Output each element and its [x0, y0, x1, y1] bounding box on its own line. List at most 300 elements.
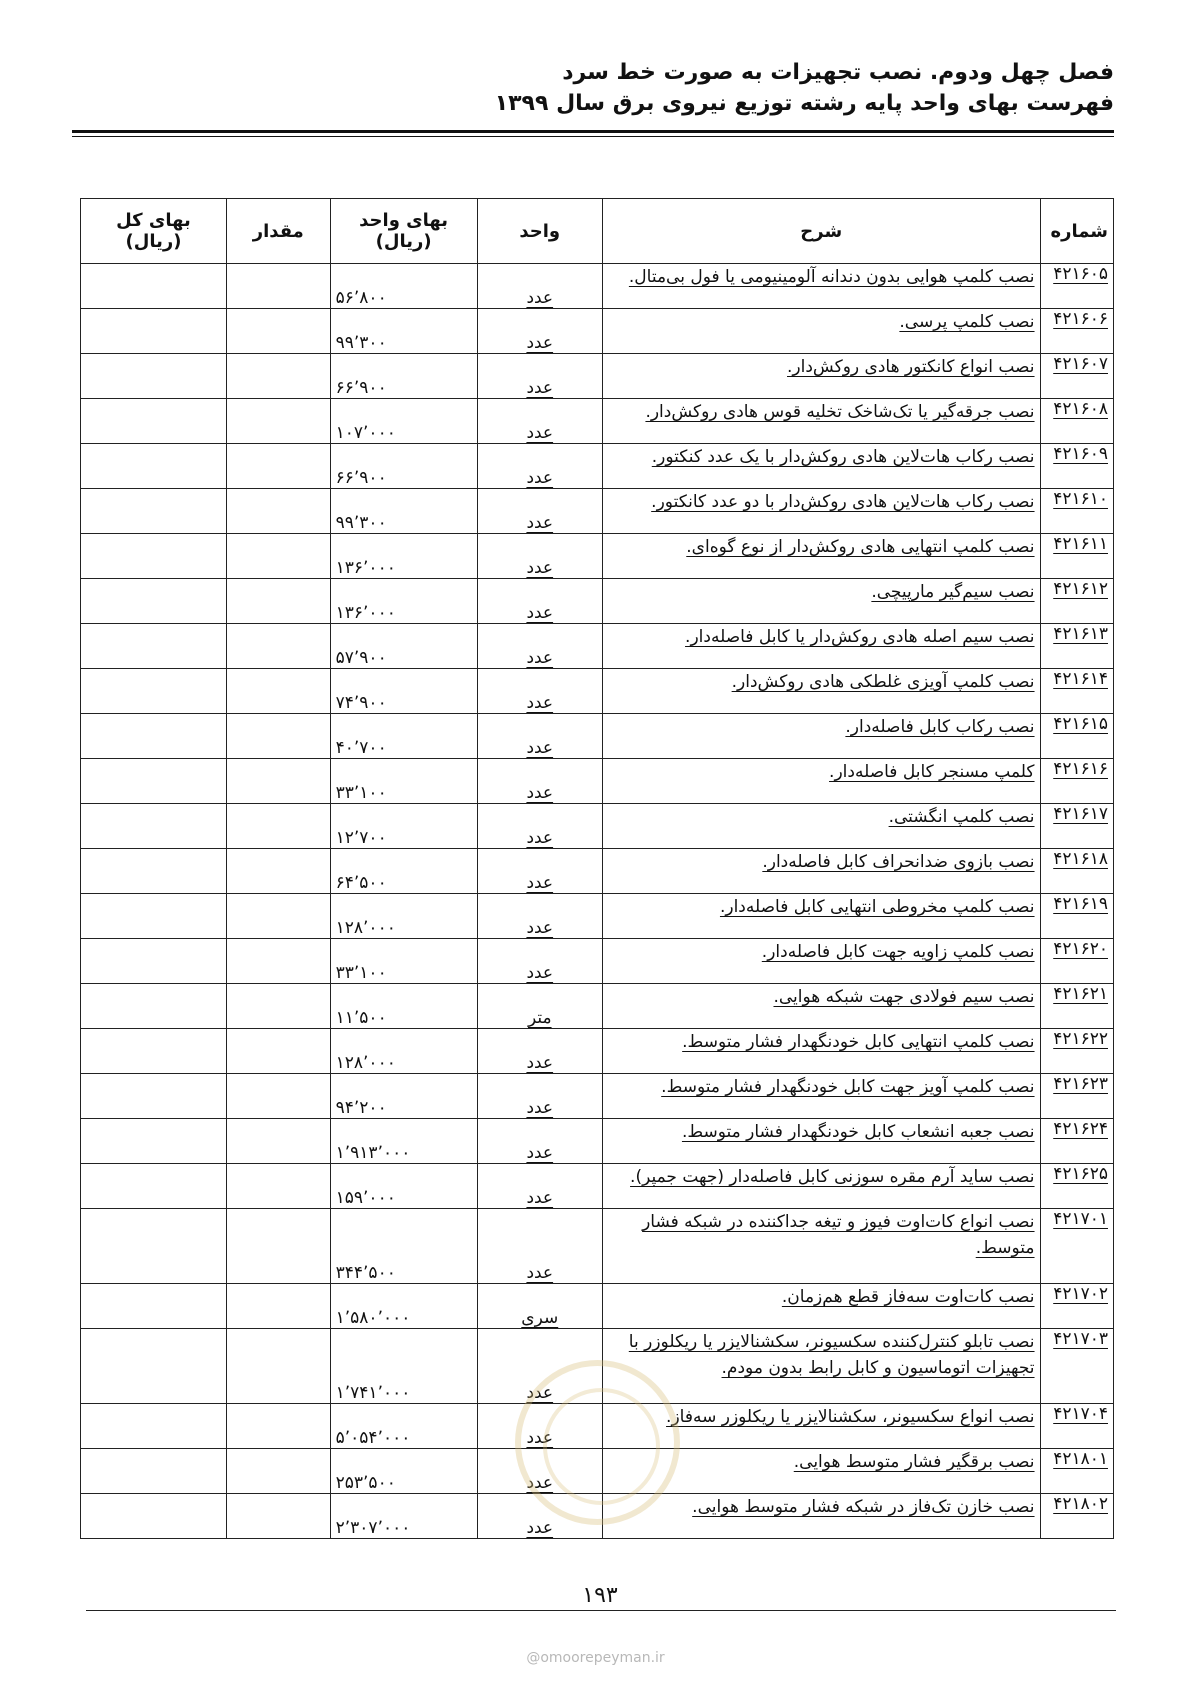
item-code — [1040, 534, 1113, 579]
item-unit-price — [330, 1494, 477, 1539]
item-quantity — [226, 579, 330, 624]
item-quantity — [226, 669, 330, 714]
item-description-text: نصب کلمپ انتهایی کابل خودنگهدار فشار متوسط. — [682, 1032, 1035, 1052]
item-quantity — [226, 759, 330, 804]
item-unit-price — [330, 1074, 477, 1119]
item-unit — [477, 1164, 602, 1209]
table-row — [81, 444, 1114, 489]
header-code: شماره — [1040, 199, 1113, 264]
seal-watermark — [515, 1360, 680, 1525]
item-code-text: ۴۲۱۸۰۱ — [1053, 1449, 1108, 1469]
item-code — [1040, 624, 1113, 669]
item-code — [1040, 1494, 1113, 1539]
item-description — [602, 309, 1040, 354]
item-total-price — [81, 939, 227, 984]
item-description-text: نصب کلمپ مخروطی انتهایی کابل فاصله‌دار. — [719, 897, 1035, 917]
item-unit-text: عدد — [526, 333, 554, 353]
item-unit-price — [330, 1029, 477, 1074]
item-quantity — [226, 399, 330, 444]
item-total-price — [81, 1209, 227, 1284]
item-total-price — [81, 894, 227, 939]
item-unit-price-text: ۶۴٬۵۰۰ — [335, 873, 387, 893]
table-row — [81, 579, 1114, 624]
item-unit-price — [330, 309, 477, 354]
item-code — [1040, 399, 1113, 444]
item-unit-text: عدد — [526, 693, 554, 713]
item-description — [602, 1029, 1040, 1074]
item-code — [1040, 804, 1113, 849]
item-unit-price — [330, 714, 477, 759]
header-unit-price: بهای واحد (ریال) — [330, 199, 477, 264]
item-unit-price-text: ۹۹٬۳۰۰ — [335, 333, 387, 353]
table-row — [81, 1284, 1114, 1329]
item-quantity — [226, 1404, 330, 1449]
item-description-text: نصب ساید آرم مقره سوزنی کابل فاصله‌دار (جهت جمپر). — [630, 1167, 1035, 1187]
item-code-text: ۴۲۱۶۱۲ — [1053, 579, 1108, 599]
item-unit-text: عدد — [526, 1263, 554, 1283]
table-row — [81, 804, 1114, 849]
item-quantity — [226, 354, 330, 399]
item-description-text: نصب رکاب هات‌لاین هادی روکش‌دار با یک عدد کنکتور. — [651, 447, 1035, 467]
item-total-price — [81, 1449, 227, 1494]
item-description — [602, 264, 1040, 309]
item-description — [602, 444, 1040, 489]
item-description — [602, 534, 1040, 579]
item-unit-text: عدد — [526, 558, 554, 578]
table-row — [81, 759, 1114, 804]
item-description — [602, 894, 1040, 939]
item-description — [602, 624, 1040, 669]
item-unit — [477, 399, 602, 444]
item-quantity — [226, 489, 330, 534]
table-row — [81, 714, 1114, 759]
item-code-text: ۴۲۱۶۰۶ — [1053, 309, 1108, 329]
item-unit-text: عدد — [526, 603, 554, 623]
item-description-text: نصب خازن تک‌فاز در شبکه فشار متوسط هوایی. — [692, 1497, 1035, 1517]
item-unit-text: عدد — [526, 1143, 554, 1163]
item-unit-price — [330, 624, 477, 669]
item-quantity — [226, 1329, 330, 1404]
item-unit — [477, 579, 602, 624]
item-code-text: ۴۲۱۷۰۱ — [1053, 1209, 1108, 1229]
item-description-text: نصب کلمپ آویزی غلطکی هادی روکش‌دار. — [731, 672, 1035, 692]
item-unit-price-text: ۱۲۸٬۰۰۰ — [335, 1053, 396, 1073]
item-total-price — [81, 264, 227, 309]
item-unit-price — [330, 939, 477, 984]
item-quantity — [226, 1494, 330, 1539]
item-code-text: ۴۲۱۶۱۵ — [1053, 714, 1108, 734]
item-unit-price-text: ۹۴٬۲۰۰ — [335, 1098, 387, 1118]
item-unit — [477, 534, 602, 579]
item-unit-text: عدد — [526, 963, 554, 983]
item-unit — [477, 1074, 602, 1119]
item-description-text: نصب جرقه‌گیر یا تک‌شاخک تخلیه قوس هادی روکش‌دار. — [645, 402, 1035, 422]
item-code-text: ۴۲۱۶۲۴ — [1053, 1119, 1108, 1139]
table-row — [81, 534, 1114, 579]
table-row — [81, 1209, 1114, 1284]
item-unit-price — [330, 1329, 477, 1404]
item-description-text: کلمپ مسنجر کابل فاصله‌دار. — [829, 762, 1035, 782]
item-unit — [477, 624, 602, 669]
item-code-text: ۴۲۱۷۰۲ — [1053, 1284, 1108, 1304]
price-list-table — [80, 198, 1114, 1539]
page-header — [72, 58, 1114, 120]
item-code-text: ۴۲۱۶۱۴ — [1053, 669, 1108, 689]
item-description-text: نصب جعبه انشعاب کابل خودنگهدار فشار متوسط. — [681, 1122, 1035, 1142]
item-description — [602, 354, 1040, 399]
item-description — [602, 1329, 1040, 1404]
item-quantity — [226, 1164, 330, 1209]
item-description — [602, 579, 1040, 624]
item-unit — [477, 489, 602, 534]
item-code — [1040, 579, 1113, 624]
item-quantity — [226, 1284, 330, 1329]
item-unit-price-text: ۵۶٬۸۰۰ — [335, 288, 387, 308]
watermark-url: @omoorepeyman.ir — [526, 1650, 665, 1666]
price-list-title: فهرست بهای واحد پایه رشته توزیع نیروی برق سال ۱۳۹۹ — [494, 91, 1114, 116]
item-description-text: نصب رکاب کابل فاصله‌دار. — [845, 717, 1035, 737]
item-unit — [477, 1209, 602, 1284]
header-rule-thin — [72, 136, 1114, 137]
item-total-price — [81, 624, 227, 669]
item-unit — [477, 354, 602, 399]
item-unit-text: عدد — [526, 783, 554, 803]
header-total-price: بهای کل (ریال) — [81, 199, 227, 264]
table-row — [81, 309, 1114, 354]
item-code-text: ۴۲۱۶۰۸ — [1053, 399, 1108, 419]
item-total-price — [81, 759, 227, 804]
item-unit-text: عدد — [526, 1053, 554, 1073]
item-unit-price-text: ۳۳٬۱۰۰ — [335, 963, 387, 983]
item-description — [602, 1284, 1040, 1329]
item-code — [1040, 1119, 1113, 1164]
item-unit-price — [330, 1284, 477, 1329]
item-unit-price — [330, 984, 477, 1029]
item-total-price — [81, 1329, 227, 1404]
item-description-text: نصب کلمپ زاویه جهت کابل فاصله‌دار. — [761, 942, 1035, 962]
table-row — [81, 849, 1114, 894]
item-description-text: نصب سیم فولادی جهت شبکه هوایی. — [773, 987, 1035, 1007]
item-total-price — [81, 1284, 227, 1329]
item-description-text: نصب سیم‌گیر مارپیچی. — [871, 582, 1035, 602]
item-total-price — [81, 1404, 227, 1449]
item-unit-text: عدد — [526, 1518, 554, 1538]
table-row — [81, 489, 1114, 534]
item-description-text: نصب کلمپ آویز جهت کابل خودنگهدار فشار متوسط. — [661, 1077, 1035, 1097]
item-code-text: ۴۲۱۶۰۹ — [1053, 444, 1108, 464]
item-unit-price — [330, 489, 477, 534]
item-description — [602, 1494, 1040, 1539]
item-total-price — [81, 309, 227, 354]
header-rule-thick — [72, 130, 1114, 133]
item-code — [1040, 1329, 1113, 1404]
item-description-text: نصب انواع کانکتور هادی روکش‌دار. — [787, 357, 1035, 377]
item-code — [1040, 1449, 1113, 1494]
item-unit-price-text: ۱۵۹٬۰۰۰ — [335, 1188, 396, 1208]
header-unit: واحد — [477, 199, 602, 264]
item-description-text: نصب کلمپ انتهایی هادی روکش‌دار از نوع گوه‌ای. — [686, 537, 1035, 557]
header-description: شرح — [602, 199, 1040, 264]
item-unit-text: عدد — [526, 1473, 554, 1493]
item-quantity — [226, 1209, 330, 1284]
item-code-text: ۴۲۱۶۱۰ — [1053, 489, 1108, 509]
item-code-text: ۴۲۱۶۰۷ — [1053, 354, 1108, 374]
item-unit-price — [330, 759, 477, 804]
item-quantity — [226, 1029, 330, 1074]
item-unit-price — [330, 1449, 477, 1494]
item-code — [1040, 714, 1113, 759]
item-unit — [477, 669, 602, 714]
item-unit-price-text: ۷۴٬۹۰۰ — [335, 693, 387, 713]
item-quantity — [226, 1119, 330, 1164]
item-code-text: ۴۲۱۸۰۲ — [1053, 1494, 1108, 1514]
footer-rule — [86, 1610, 1116, 1611]
item-unit-text: عدد — [526, 1428, 554, 1448]
item-unit — [477, 714, 602, 759]
item-code — [1040, 894, 1113, 939]
item-unit-text: عدد — [526, 468, 554, 488]
item-code-text: ۴۲۱۶۲۰ — [1053, 939, 1108, 959]
item-description — [602, 984, 1040, 1029]
item-description — [602, 1119, 1040, 1164]
item-quantity — [226, 939, 330, 984]
item-total-price — [81, 1029, 227, 1074]
item-code — [1040, 759, 1113, 804]
item-unit — [477, 894, 602, 939]
item-unit-price-text: ۹۹٬۳۰۰ — [335, 513, 387, 533]
table-row — [81, 1164, 1114, 1209]
item-quantity — [226, 624, 330, 669]
item-unit-text: عدد — [526, 873, 554, 893]
item-unit-price-text: ۳۴۴٬۵۰۰ — [335, 1263, 396, 1283]
item-total-price — [81, 1119, 227, 1164]
item-unit-text: عدد — [526, 378, 554, 398]
item-description — [602, 714, 1040, 759]
chapter-title: فصل چهل ودوم. نصب تجهیزات به صورت خط سرد — [562, 60, 1114, 85]
item-code — [1040, 309, 1113, 354]
item-quantity — [226, 804, 330, 849]
item-code-text: ۴۲۱۶۱۷ — [1053, 804, 1108, 824]
item-unit-price-text: ۵٬۰۵۴٬۰۰۰ — [335, 1428, 411, 1448]
item-unit-price — [330, 534, 477, 579]
item-total-price — [81, 804, 227, 849]
item-code — [1040, 264, 1113, 309]
item-unit-price-text: ۱۳۶٬۰۰۰ — [335, 558, 396, 578]
header-quantity: مقدار — [226, 199, 330, 264]
item-code — [1040, 444, 1113, 489]
item-description-text: نصب کلمپ پرسی. — [899, 312, 1035, 332]
item-code-text: ۴۲۱۶۲۳ — [1053, 1074, 1108, 1094]
table-header-row — [81, 199, 1114, 264]
item-code — [1040, 1074, 1113, 1119]
item-unit-price-text: ۲۵۳٬۵۰۰ — [335, 1473, 396, 1493]
item-unit-price — [330, 804, 477, 849]
item-total-price — [81, 489, 227, 534]
item-code-text: ۴۲۱۶۱۹ — [1053, 894, 1108, 914]
item-total-price — [81, 399, 227, 444]
item-quantity — [226, 534, 330, 579]
item-description — [602, 804, 1040, 849]
item-unit — [477, 1119, 602, 1164]
item-description — [602, 399, 1040, 444]
item-unit-price-text: ۱۲٬۷۰۰ — [335, 828, 387, 848]
item-code-text: ۴۲۱۶۲۱ — [1053, 984, 1108, 1004]
table-row — [81, 939, 1114, 984]
item-unit-text: سری — [521, 1308, 559, 1328]
table-row — [81, 624, 1114, 669]
item-code-text: ۴۲۱۶۰۵ — [1053, 264, 1108, 284]
item-total-price — [81, 669, 227, 714]
item-unit-text: عدد — [526, 1098, 554, 1118]
table-body — [81, 264, 1114, 1539]
item-unit-text: عدد — [526, 288, 554, 308]
item-description — [602, 849, 1040, 894]
item-unit-text: عدد — [526, 423, 554, 443]
item-description-text: نصب رکاب هات‌لاین هادی روکش‌دار با دو عدد کانکتور. — [651, 492, 1035, 512]
item-code-text: ۴۲۱۶۲۵ — [1053, 1164, 1108, 1184]
item-total-price — [81, 579, 227, 624]
item-code — [1040, 489, 1113, 534]
item-unit — [477, 1029, 602, 1074]
item-code — [1040, 669, 1113, 714]
item-description-text: نصب کلمپ هوایی بدون دندانه آلومینیومی یا فول بی‌متال. — [628, 267, 1035, 287]
item-description-text: نصب انواع سکسیونر، سکشنالایزر یا ریکلوزر سه‌فاز. — [666, 1407, 1035, 1427]
item-code-text: ۴۲۱۷۰۴ — [1053, 1404, 1108, 1424]
item-code — [1040, 1404, 1113, 1449]
item-total-price — [81, 714, 227, 759]
item-total-price — [81, 534, 227, 579]
item-description-text: نصب بازوی ضدانحراف کابل فاصله‌دار. — [762, 852, 1035, 872]
item-unit — [477, 984, 602, 1029]
table-row — [81, 1119, 1114, 1164]
item-code-text: ۴۲۱۶۱۱ — [1053, 534, 1108, 554]
item-unit-price — [330, 1119, 477, 1164]
item-unit-price-text: ۱٬۵۸۰٬۰۰۰ — [335, 1308, 411, 1328]
page-number: ۱۹۳ — [582, 1583, 618, 1608]
item-quantity — [226, 894, 330, 939]
item-unit-price-text: ۳۳٬۱۰۰ — [335, 783, 387, 803]
item-description-text: نصب سیم اصله هادی روکش‌دار یا کابل فاصله‌دار. — [685, 627, 1035, 647]
item-quantity — [226, 984, 330, 1029]
item-quantity — [226, 309, 330, 354]
item-total-price — [81, 984, 227, 1029]
table-row — [81, 354, 1114, 399]
item-unit-text: عدد — [526, 1188, 554, 1208]
item-unit-price — [330, 669, 477, 714]
item-unit — [477, 444, 602, 489]
item-description-text: نصب انواع کات‌اوت فیوز و تیغه جداکننده در شبکه فشار متوسط. — [642, 1212, 1035, 1258]
item-unit-price-text: ۱۲۸٬۰۰۰ — [335, 918, 396, 938]
item-description-text: نصب تابلو کنترل‌کننده سکسیونر، سکشنالایزر یا ریکلوزر با تجهیزات اتوماسیون و کابل رابط بدون مودم. — [628, 1332, 1035, 1378]
item-unit-price-text: ۴۰٬۷۰۰ — [335, 738, 387, 758]
item-code — [1040, 849, 1113, 894]
item-unit-text: عدد — [526, 738, 554, 758]
item-unit-price — [330, 1209, 477, 1284]
item-total-price — [81, 1494, 227, 1539]
item-description-text: نصب کلمپ انگشتی. — [888, 807, 1035, 827]
item-code-text: ۴۲۱۶۱۸ — [1053, 849, 1108, 869]
item-code — [1040, 984, 1113, 1029]
item-code-text: ۴۲۱۷۰۳ — [1053, 1329, 1108, 1349]
item-unit-price-text: ۱۳۶٬۰۰۰ — [335, 603, 396, 623]
item-code-text: ۴۲۱۶۱۳ — [1053, 624, 1108, 644]
item-description — [602, 1074, 1040, 1119]
item-description — [602, 939, 1040, 984]
item-unit-price — [330, 444, 477, 489]
item-unit — [477, 804, 602, 849]
item-unit-text: عدد — [526, 1383, 554, 1403]
item-unit-text: عدد — [526, 513, 554, 533]
item-unit-price-text: ۱۱٬۵۰۰ — [335, 1008, 387, 1028]
item-quantity — [226, 1074, 330, 1119]
item-unit — [477, 264, 602, 309]
item-unit-price — [330, 354, 477, 399]
item-unit-price-text: ۶۶٬۹۰۰ — [335, 468, 387, 488]
item-unit-price — [330, 579, 477, 624]
item-code — [1040, 1209, 1113, 1284]
table-row — [81, 894, 1114, 939]
item-unit-price — [330, 1164, 477, 1209]
item-description — [602, 489, 1040, 534]
item-unit — [477, 759, 602, 804]
item-unit-price — [330, 894, 477, 939]
item-total-price — [81, 1164, 227, 1209]
table-row — [81, 669, 1114, 714]
item-code — [1040, 1029, 1113, 1074]
item-description — [602, 669, 1040, 714]
item-quantity — [226, 849, 330, 894]
item-unit-price — [330, 264, 477, 309]
item-unit-text: متر — [527, 1008, 552, 1028]
table-row — [81, 1029, 1114, 1074]
table-row — [81, 264, 1114, 309]
table-row — [81, 984, 1114, 1029]
item-quantity — [226, 714, 330, 759]
table-row — [81, 399, 1114, 444]
item-quantity — [226, 1449, 330, 1494]
item-unit-price — [330, 849, 477, 894]
item-quantity — [226, 264, 330, 309]
item-unit-price-text: ۶۶٬۹۰۰ — [335, 378, 387, 398]
item-unit — [477, 849, 602, 894]
item-unit-price-text: ۱٬۷۴۱٬۰۰۰ — [335, 1383, 411, 1403]
item-total-price — [81, 1074, 227, 1119]
table-row — [81, 1074, 1114, 1119]
item-unit-price-text: ۱٬۹۱۳٬۰۰۰ — [335, 1143, 411, 1163]
item-unit — [477, 309, 602, 354]
item-total-price — [81, 354, 227, 399]
item-unit-price — [330, 399, 477, 444]
item-quantity — [226, 444, 330, 489]
item-code — [1040, 939, 1113, 984]
item-code-text: ۴۲۱۶۲۲ — [1053, 1029, 1108, 1049]
item-unit-price-text: ۱۰۷٬۰۰۰ — [335, 423, 396, 443]
item-total-price — [81, 444, 227, 489]
item-unit-text: عدد — [526, 828, 554, 848]
item-description-text: نصب کات‌اوت سه‌فاز قطع هم‌زمان. — [781, 1287, 1035, 1307]
item-description-text: نصب برقگیر فشار متوسط هوایی. — [793, 1452, 1035, 1472]
item-unit-text: عدد — [526, 648, 554, 668]
item-description — [602, 1209, 1040, 1284]
item-description — [602, 1164, 1040, 1209]
item-description — [602, 759, 1040, 804]
item-total-price — [81, 849, 227, 894]
item-unit-text: عدد — [526, 918, 554, 938]
item-code — [1040, 1164, 1113, 1209]
item-unit-price-text: ۲٬۳۰۷٬۰۰۰ — [335, 1518, 411, 1538]
item-unit — [477, 1284, 602, 1329]
item-code — [1040, 354, 1113, 399]
